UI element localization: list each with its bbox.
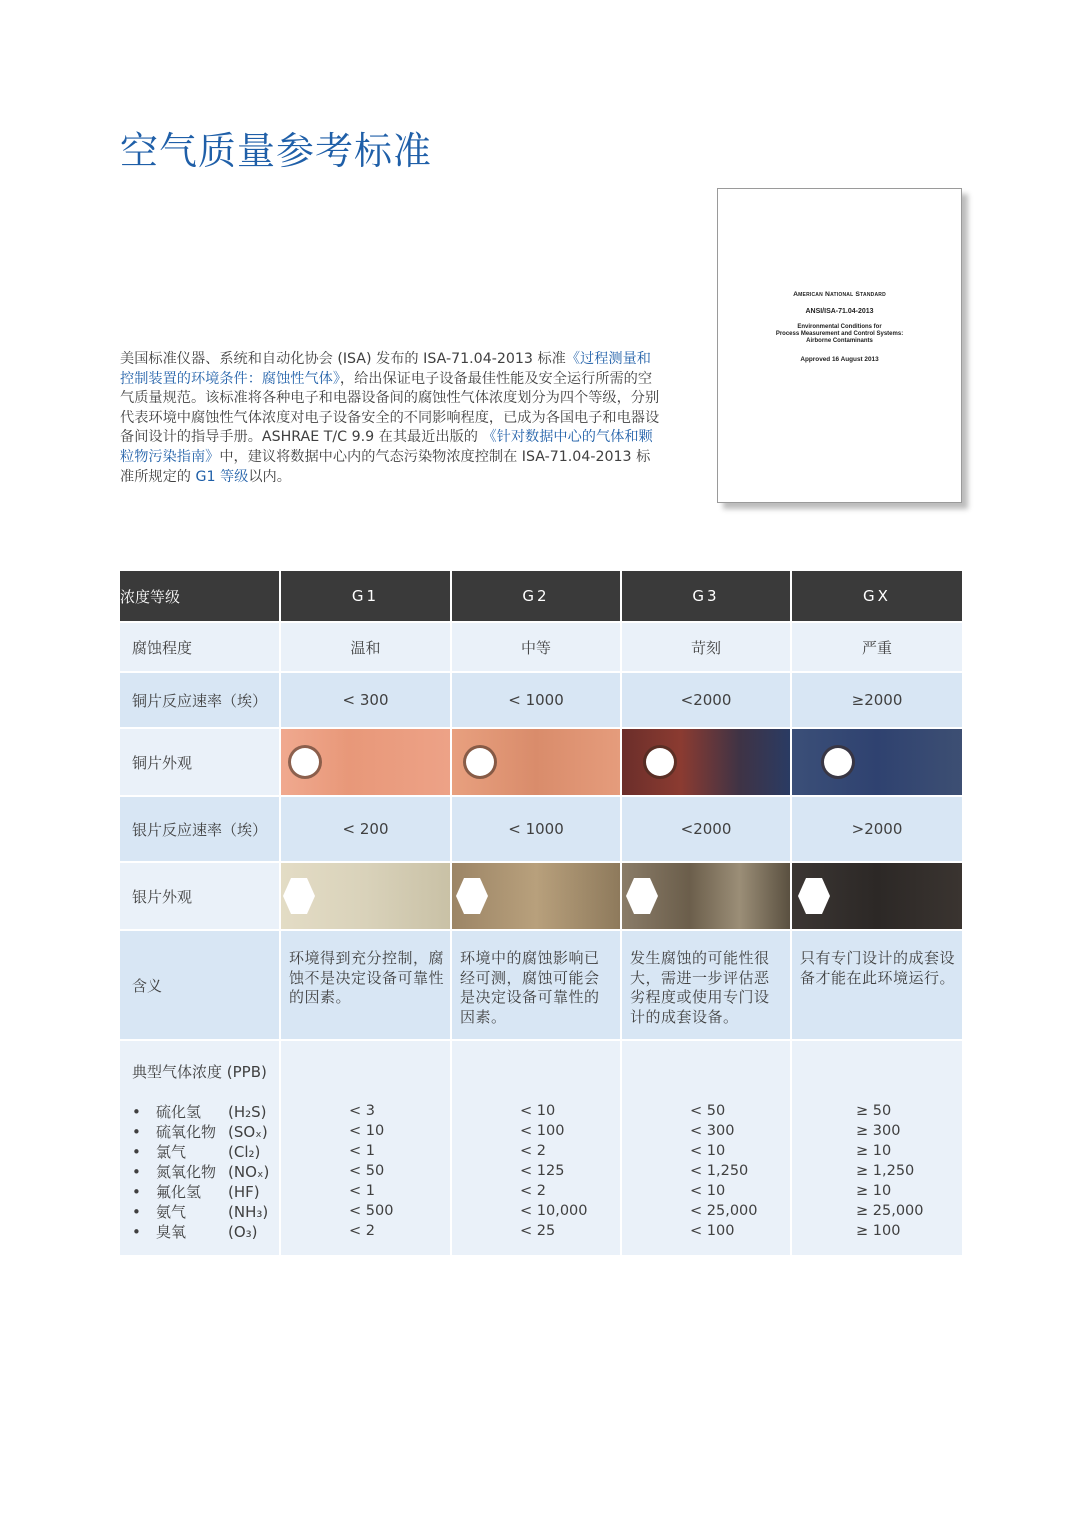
- gas-value: < 2: [520, 1183, 546, 1199]
- cell-g1: < 200: [280, 796, 451, 862]
- gas-value: < 300: [690, 1123, 735, 1139]
- cell-g2: < 1000: [451, 796, 621, 862]
- silver-swatch: [452, 863, 620, 929]
- gas-name: 硫氧化物: [156, 1123, 217, 1141]
- gas-name: 氨气: [156, 1203, 187, 1221]
- gas-formula: (NOₓ): [228, 1163, 270, 1181]
- cell-g2: < 1000: [451, 672, 621, 728]
- cell-gx: >2000: [791, 796, 962, 862]
- cover-line-2: ANSI/ISA-71.04-2013: [805, 308, 874, 315]
- cover-line-4: Approved 16 August 2013: [800, 356, 879, 363]
- silver-sample-gx: [791, 862, 962, 930]
- gas-values-g2: [451, 1040, 621, 1256]
- intro-text-1: 美国标准仪器、系统和自动化协会 (ISA) 发布的 ISA-71.04-2013 标准: [120, 351, 566, 367]
- gas-value: < 10: [349, 1123, 385, 1139]
- bullet: •: [132, 1183, 141, 1201]
- gas-value: < 2: [349, 1223, 375, 1239]
- gas-item: [132, 1122, 279, 1142]
- silver-swatch: [281, 863, 450, 929]
- gas-item: [132, 1222, 279, 1242]
- hex-hole-icon: [456, 878, 488, 914]
- bullet: •: [132, 1123, 141, 1141]
- gas-formula: (HF): [228, 1183, 260, 1201]
- cover-line-3a: Environmental Conditions for: [797, 324, 882, 330]
- cover-line-1: American National Standard: [793, 291, 886, 298]
- gas-formula: (O₃): [228, 1223, 258, 1241]
- gas-name: 氮氧化物: [156, 1163, 217, 1181]
- silver-sample-g2: [451, 862, 621, 930]
- gas-value: < 1: [349, 1183, 375, 1199]
- row-label: 铜片反应速率（埃）: [120, 672, 280, 728]
- gas-formula: (H₂S): [228, 1103, 267, 1121]
- cover-line-3c: Airborne Contaminants: [806, 338, 873, 344]
- copper-swatch: [281, 729, 450, 795]
- gas-value: < 25: [520, 1223, 556, 1239]
- copper-sample-gx: [791, 728, 962, 796]
- bullet: •: [132, 1143, 141, 1161]
- gas-name: 氟化氢: [156, 1183, 202, 1201]
- cell-g1: 温和: [280, 622, 451, 672]
- row-label: 含义: [120, 930, 280, 1040]
- gas-item: [132, 1102, 279, 1122]
- row-meaning: [120, 930, 962, 1040]
- gas-formula: (Cl₂): [228, 1143, 261, 1161]
- gas-values-gx: [791, 1040, 962, 1256]
- header-g1: G1: [280, 571, 451, 622]
- meaning-g2: 环境中的腐蚀影响已经可测，腐蚀可能会是决定设备可靠性的因素。: [451, 930, 621, 1040]
- silver-sample-g1: [280, 862, 451, 930]
- cell-g3: <2000: [621, 672, 791, 728]
- table-header-row: [120, 571, 962, 622]
- row-silver-rate: [120, 796, 962, 862]
- row-label: 银片反应速率（埃）: [120, 796, 280, 862]
- hex-hole-icon: [626, 878, 658, 914]
- bullet: •: [132, 1203, 141, 1221]
- copper-sample-g3: [621, 728, 791, 796]
- silver-swatch: [622, 863, 790, 929]
- hole-icon: [291, 748, 319, 776]
- gas-value: ≥ 50: [856, 1103, 892, 1119]
- gas-formula: (NH₃): [228, 1203, 269, 1221]
- gas-value: < 10: [690, 1143, 726, 1159]
- copper-swatch: [792, 729, 962, 795]
- gas-value: ≥ 100: [856, 1223, 901, 1239]
- cover-line-3: [718, 324, 961, 345]
- row-gases: [120, 1040, 962, 1256]
- intro-text-3: ，给出保证电子设备最佳性能及安全运行所需的空气质量规范。该标准将各种电子和电器设备间的腐蚀性气体浓度划分为四个等级，分别代表环境中腐蚀性气体浓度对电子设备安全的不同影响程度，已成为各国电子和电器设备间设计的指导手册。ASHRAE T/C 9.9 在其最近出版的: [120, 370, 660, 446]
- gas-value: < 3: [349, 1103, 375, 1119]
- cover-line-3b: Process Measurement and Control Systems:: [775, 331, 904, 337]
- gas-name: 氯气: [156, 1143, 187, 1161]
- gas-values-g1: [280, 1040, 451, 1256]
- row-silver-look: [120, 862, 962, 930]
- gas-value: < 10: [520, 1103, 556, 1119]
- row-label: 铜片外观: [120, 728, 280, 796]
- gas-value: < 1,250: [690, 1163, 749, 1179]
- header-g2: G2: [451, 571, 621, 622]
- gas-value: ≥ 25,000: [856, 1203, 924, 1219]
- cell-g3: <2000: [621, 796, 791, 862]
- bullet: •: [132, 1163, 141, 1181]
- gas-item: [132, 1182, 279, 1202]
- gas-item: [132, 1162, 279, 1182]
- hex-hole-icon: [283, 878, 315, 914]
- row-copper-look: [120, 728, 962, 796]
- row-copper-rate: [120, 672, 962, 728]
- meaning-gx: 只有专门设计的成套设备才能在此环境运行。: [791, 930, 962, 1040]
- intro-text-5: 中，建议将数据中心内的气态污染物浓度控制在 ISA-71.04-2013 标准所规定的: [120, 448, 651, 485]
- gas-value: < 50: [349, 1163, 385, 1179]
- hole-icon: [646, 748, 674, 776]
- copper-sample-g2: [451, 728, 621, 796]
- copper-swatch: [452, 729, 620, 795]
- header-level: 浓度等级: [120, 571, 280, 622]
- silver-swatch: [792, 863, 962, 929]
- cell-g2: 中等: [451, 622, 621, 672]
- gas-formula: (SOₓ): [228, 1123, 268, 1141]
- gas-title: 典型气体浓度 (PPB): [132, 1063, 267, 1081]
- bullet: •: [132, 1223, 141, 1241]
- gas-value: ≥ 1,250: [856, 1163, 915, 1179]
- gas-value: < 10,000: [520, 1203, 588, 1219]
- cell-g3: 苛刻: [621, 622, 791, 672]
- gas-value: < 500: [349, 1203, 394, 1219]
- header-gx: GX: [791, 571, 962, 622]
- gas-value: < 50: [690, 1103, 726, 1119]
- silver-sample-g3: [621, 862, 791, 930]
- copper-swatch: [622, 729, 790, 795]
- gas-item: [132, 1202, 279, 1222]
- air-quality-table: [120, 571, 962, 1257]
- gas-name: 硫化氢: [156, 1103, 202, 1121]
- meaning-g3: 发生腐蚀的可能性很大，需进一步评估恶劣程度或使用专门设计的成套设备。: [621, 930, 791, 1040]
- gas-value: < 1: [349, 1143, 375, 1159]
- cell-gx: 严重: [791, 622, 962, 672]
- gas-value: ≥ 300: [856, 1123, 901, 1139]
- cell-g1: < 300: [280, 672, 451, 728]
- header-g3: G3: [621, 571, 791, 622]
- gas-name: 臭氧: [156, 1223, 187, 1241]
- page-title: 空气质量参考标准: [120, 129, 433, 173]
- intro-link-isa-title[interactable]: 《过程测量和控制装置的环境条件：腐蚀性气体》: [120, 351, 651, 387]
- gas-list: [120, 1040, 280, 1256]
- intro-g1-highlight: G1 等级: [195, 468, 249, 485]
- row-label: 银片外观: [120, 862, 280, 930]
- standard-cover-image: [717, 188, 962, 503]
- bullet: •: [132, 1103, 141, 1121]
- row-corrosion: [120, 622, 962, 672]
- hole-icon: [466, 748, 494, 776]
- gas-value: ≥ 10: [856, 1143, 892, 1159]
- row-label: 腐蚀程度: [120, 622, 280, 672]
- gas-values-g3: [621, 1040, 791, 1256]
- cell-gx: ≥2000: [791, 672, 962, 728]
- gas-value: < 100: [690, 1223, 735, 1239]
- copper-sample-g1: [280, 728, 451, 796]
- gas-value: < 100: [520, 1123, 565, 1139]
- hole-icon: [824, 748, 852, 776]
- gas-value: < 10: [690, 1183, 726, 1199]
- gas-item: [132, 1142, 279, 1162]
- meaning-g1: 环境得到充分控制，腐蚀不是决定设备可靠性的因素。: [280, 930, 451, 1040]
- gas-value: < 25,000: [690, 1203, 758, 1219]
- gas-value: < 2: [520, 1143, 546, 1159]
- gas-value: ≥ 10: [856, 1183, 892, 1199]
- intro-link-ashrae-guide[interactable]: 《针对数据中心的气体和颗粒物污染指南》: [120, 429, 653, 465]
- intro-text-7: 以内。: [248, 468, 291, 485]
- hex-hole-icon: [798, 878, 830, 914]
- gas-value: < 125: [520, 1163, 565, 1179]
- intro-paragraph: [120, 350, 660, 487]
